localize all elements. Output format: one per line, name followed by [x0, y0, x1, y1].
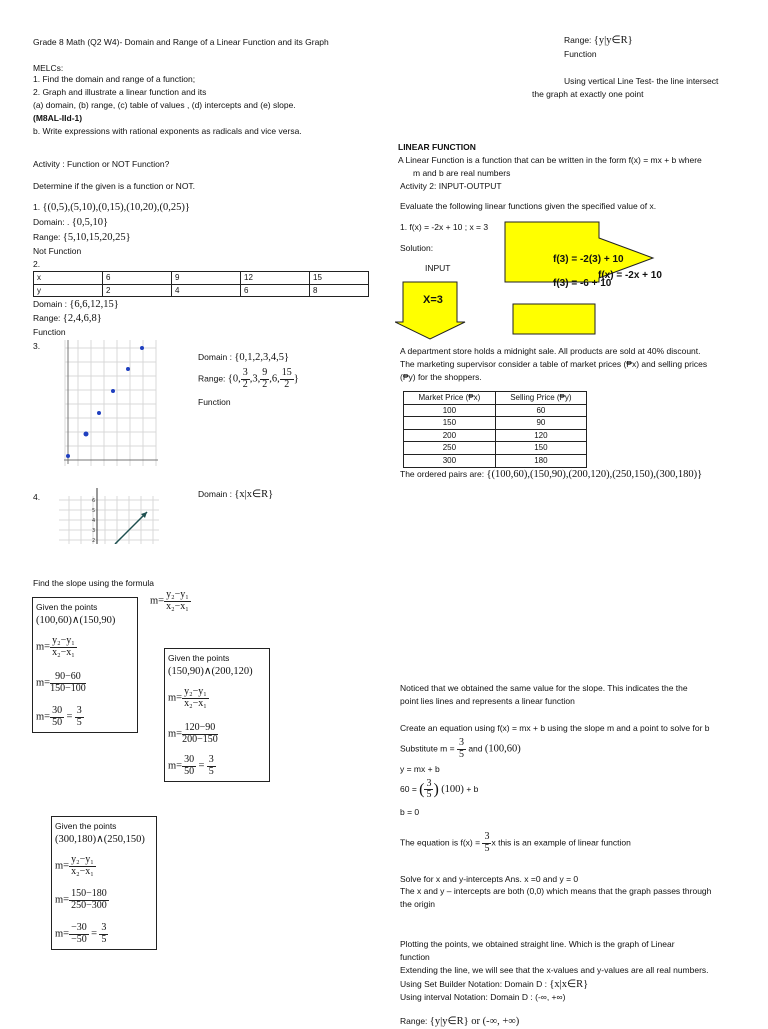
input-value: X=3 [423, 294, 443, 306]
substitution-row [55, 889, 109, 911]
item-4-domain [198, 487, 273, 502]
domain-label: Domain : [198, 352, 233, 362]
numerator: y₂−y₁ [52, 635, 75, 646]
range-label: Range: [33, 313, 61, 323]
table-cell: 120 [495, 429, 586, 442]
fraction [182, 723, 218, 745]
numerator: y₂−y₁ [71, 854, 94, 865]
y-ticks [92, 498, 95, 544]
evaluation-step-2: f(3) = -6 + 10 [553, 278, 612, 289]
notice-1: Noticed that we obtained the same value for the slope. This indicates the the [400, 683, 688, 693]
domain-value: {x|x∈R} [234, 489, 274, 500]
item-1-number: 1. [33, 202, 41, 212]
numerator: 3 [242, 367, 248, 378]
open-paren: ( [419, 781, 425, 798]
melcs-label: MELCs: [33, 63, 64, 73]
sale-text-1: A department store holds a midnight sale. All products are sold at 40% discount. [400, 346, 701, 356]
m-label: m= [168, 692, 183, 704]
range-value: {y|y∈R} or (-∞, +∞) [429, 1016, 520, 1027]
lhs: 60 = [400, 783, 417, 794]
table-cell: 90 [495, 417, 586, 430]
table-row [404, 404, 587, 417]
m-label: m= [55, 860, 70, 872]
fraction [50, 672, 86, 694]
fraction [75, 706, 84, 728]
slope-box-2 [164, 648, 270, 782]
points: (150,90)∧(200,120) [168, 666, 253, 677]
table-cell: 4 [172, 284, 241, 297]
svg-text:6: 6 [92, 498, 96, 504]
table-cell: 6 [241, 284, 310, 297]
point-a [66, 454, 70, 458]
range-bottom [400, 1014, 519, 1029]
m-label: m= [36, 711, 51, 723]
fraction [164, 590, 191, 612]
denominator: 5 [426, 789, 432, 801]
item-2-number: 2. [33, 259, 41, 269]
range-label: Range: [400, 1016, 428, 1026]
plotting-1: Plotting the points, we obtained straight line. Which is the graph of Linear [400, 939, 675, 949]
item-1-range [33, 230, 131, 245]
denominator: 50 [52, 716, 63, 728]
item-3-range [198, 368, 299, 390]
create-equation: Create an equation using f(x) = mx + b using the slope m and a point to solve for b [400, 723, 710, 733]
svg-text:4: 4 [92, 518, 96, 524]
fraction [69, 889, 109, 911]
melc-code: (M8AL-IId-1) [33, 113, 83, 123]
svg-text:3: 3 [92, 528, 96, 534]
slope-heading: Find the slope using the formula [33, 578, 154, 588]
denominator: 5 [101, 933, 107, 945]
slope-box-1 [32, 597, 138, 733]
range-top [564, 33, 633, 48]
problem-1: 1. f(x) = -2x + 10 ; x = 3 [400, 222, 489, 232]
substitute-label: Substitute m = [400, 743, 455, 754]
instruction: Determine if the given is a function or NOT. [33, 181, 196, 191]
sale-text-3: (₱y) for the shoppers. [400, 372, 482, 382]
set-builder-value: {x|x∈R} [549, 979, 589, 990]
result-row [36, 706, 84, 728]
fraction [182, 687, 209, 709]
numerator: 120−90 [182, 723, 218, 735]
range-label: Range: [33, 232, 61, 242]
set-builder [400, 977, 588, 992]
b-value: b = 0 [400, 807, 420, 817]
numerator: 3 [484, 831, 490, 842]
table-row [404, 429, 587, 442]
activity-1-heading: Activity : Function or NOT Function? [33, 159, 170, 169]
range-value: {5,10,15,20,25} [62, 232, 131, 243]
melc-3: b. Write expressions with rational exponents as radicals and vice versa. [33, 126, 302, 136]
and-label: and [468, 743, 483, 754]
given-label: Given the points [55, 821, 117, 831]
domain-label: Domain: . [33, 217, 70, 227]
vertical-line-test-2: the graph at exactly one point [532, 89, 644, 99]
evaluate-instruction: Evaluate the following linear functions given the specified value of x. [400, 201, 657, 211]
numerator: 30 [184, 754, 195, 765]
table-cell: x [34, 272, 103, 285]
table-row [34, 284, 369, 297]
table-cell: 6 [103, 272, 172, 285]
intercepts-2: The x and y – intercepts are both (0,0) which means that the graph passes through [400, 886, 712, 896]
svg-text:5: 5 [92, 508, 96, 514]
formula-row [168, 687, 209, 709]
xy-table [33, 271, 369, 297]
range-close: } [293, 373, 299, 385]
formula-row [36, 636, 77, 658]
range-mid: ,3, [249, 373, 261, 385]
table-cell: 150 [404, 417, 496, 430]
table-cell: 9 [172, 272, 241, 285]
point-f [140, 346, 144, 350]
intercepts-3: the origin [400, 899, 435, 909]
substitution-row [36, 672, 86, 694]
substitution-equation [400, 778, 478, 801]
fraction [50, 706, 64, 728]
given-label: Given the points [36, 602, 98, 612]
range-label: Range: [564, 35, 592, 45]
result-row [168, 755, 216, 777]
numerator: 150−180 [71, 888, 107, 899]
point-c [97, 411, 101, 415]
equals: = [198, 760, 205, 772]
fraction [241, 368, 250, 390]
table-cell: 180 [495, 454, 586, 467]
m-label: m= [36, 677, 51, 689]
table-cell: 250 [404, 442, 496, 455]
table-row [404, 454, 587, 467]
slope-intercept-form: y = mx + b [400, 764, 440, 774]
input-arrow [395, 282, 465, 339]
denominator: x₂−x₁ [52, 646, 75, 658]
definition-1: A Linear Function is a function that can be written in the form f(x) = mx + b where [398, 155, 702, 165]
notice-2: point lies lines and represents a linear function [400, 696, 575, 706]
output-box [513, 304, 595, 334]
denominator: 2 [262, 378, 268, 390]
fraction [260, 368, 269, 390]
item-3-answer: Function [198, 397, 231, 407]
item-3-number: 3. [33, 341, 41, 351]
points: (100,60)∧(150,90) [36, 615, 116, 626]
slope-box-3 [51, 816, 157, 950]
ordered-pairs-value: {(100,60),(150,90),(200,120),(250,150),(300,180)} [486, 469, 703, 480]
point-d [111, 389, 115, 393]
equation-remark: x this is an example of linear function [491, 837, 631, 848]
item-2-domain [33, 297, 119, 312]
fraction [50, 636, 77, 658]
numerator: 3 [458, 737, 464, 748]
melc-2: 2. Graph and illustrate a linear function and its [33, 87, 207, 97]
table-cell: 60 [495, 404, 586, 417]
point-e [126, 367, 130, 371]
m-label: m= [150, 595, 165, 607]
item-2-range [33, 311, 102, 326]
extend-line: Extending the line, we will see that the x-values and y-values are all real numbers. [400, 965, 709, 975]
equals: = [66, 711, 73, 723]
m-label: m= [36, 641, 51, 653]
function-rule: f(x) = -2x + 10 [598, 270, 662, 281]
evaluation-step-1: f(3) = -2(3) + 10 [553, 254, 624, 265]
final-equation [400, 832, 631, 854]
m-label: m= [168, 760, 183, 772]
numerator: 9 [262, 367, 268, 378]
ordered-pairs-label: The ordered pairs are: [400, 469, 485, 479]
formula-row [55, 855, 96, 877]
denominator: 250−300 [71, 899, 107, 911]
page-title: Grade 8 Math (Q2 W4)- Domain and Range of a Linear Function and its Graph [33, 37, 329, 47]
table-row [404, 442, 587, 455]
range-label: Range: [198, 373, 226, 384]
line-graph [55, 486, 165, 544]
plotting-2: function [400, 952, 430, 962]
denominator: 150−100 [50, 682, 86, 694]
sale-text-2: The marketing supervisor consider a table of market prices (₱x) and selling prices [400, 359, 708, 369]
numerator: −30 [71, 922, 87, 933]
denominator: −50 [71, 933, 87, 945]
item-1-set: {(0,5),(5,10),(0,15),(10,20),(0,25)} [42, 202, 190, 213]
result-row [55, 923, 108, 945]
range-mid: ,6, [269, 373, 280, 385]
fraction [207, 755, 216, 777]
denominator: 5 [208, 765, 214, 777]
denominator: 5 [76, 716, 82, 728]
table-cell: 15 [310, 272, 369, 285]
table-cell: 200 [404, 429, 496, 442]
range-value: {y|y∈R} [593, 35, 633, 46]
numerator: 3 [208, 754, 214, 765]
denominator: 2 [284, 378, 290, 390]
substitution-row [168, 723, 218, 745]
m-label: m= [168, 728, 183, 740]
fraction [99, 923, 108, 945]
table-cell: 300 [404, 454, 496, 467]
svg-text:2: 2 [92, 538, 96, 544]
fraction [69, 855, 96, 877]
table-cell: 150 [495, 442, 586, 455]
equation-label: The equation is f(x) = [400, 837, 481, 848]
intercepts-1: Solve for x and y-intercepts Ans. x =0 and y = 0 [400, 874, 579, 884]
item-4-number: 4. [33, 492, 41, 502]
item-1 [33, 200, 190, 215]
solution-label: Solution: [400, 243, 434, 253]
m-label: m= [55, 928, 70, 940]
set-builder-label: Using Set Builder Notation: Domain D : [400, 979, 547, 989]
melc-2b: (a) domain, (b) range, (c) table of values , (d) intercepts and (e) slope. [33, 100, 296, 110]
numerator: 3 [76, 705, 82, 716]
range-open: {0, [227, 373, 241, 385]
item-1-domain [33, 215, 108, 230]
domain-value: {6,6,12,15} [69, 299, 119, 310]
domain-label: Domain : [198, 489, 233, 499]
given-label: Given the points [168, 653, 230, 663]
equals: = [91, 928, 98, 940]
m-label: m= [55, 894, 70, 906]
substitute-line [400, 738, 521, 760]
definition-2: m and b are real numbers [413, 168, 511, 178]
numerator: 30 [52, 705, 63, 716]
denominator: x₂−x₁ [166, 600, 189, 612]
numerator: y₂−y₁ [166, 589, 189, 600]
domain-label: Domain : [33, 299, 68, 309]
denominator: 200−150 [182, 733, 218, 745]
price-table [403, 391, 587, 468]
range-top-answer: Function [564, 49, 597, 59]
item-3-domain [198, 350, 289, 365]
table-row [34, 272, 369, 285]
numerator: 3 [101, 922, 107, 933]
numerator: 3 [426, 777, 432, 789]
denominator: 50 [184, 765, 195, 777]
plus-b: + b [466, 783, 479, 794]
points: (300,180)∧(250,150) [55, 834, 145, 845]
graph-grid [65, 340, 156, 466]
numerator: 90−60 [50, 672, 86, 684]
close-paren: ) [433, 781, 439, 798]
linear-function-heading: LINEAR FUNCTION [398, 142, 476, 152]
numerator: y₂−y₁ [184, 686, 207, 697]
table-row [404, 417, 587, 430]
vertical-line-test-1: Using vertical Line Test- the line intersect [564, 76, 719, 86]
denominator: x₂−x₁ [184, 697, 207, 709]
fraction [457, 738, 466, 760]
input-label: INPUT [425, 263, 451, 273]
denominator: 5 [458, 748, 464, 760]
item-1-answer: Not Function [33, 246, 82, 256]
graph-grid [59, 496, 159, 544]
point-b [84, 432, 89, 437]
domain-value: {0,5,10} [71, 217, 109, 228]
melc-1: 1. Find the domain and range of a function; [33, 74, 196, 84]
domain-value: {0,1,2,3,4,5} [234, 352, 290, 363]
denominator: 5 [484, 842, 490, 854]
ordered-pairs [400, 467, 702, 482]
item-2-answer: Function [33, 327, 66, 337]
function-line [115, 512, 147, 544]
table-header-row [404, 392, 587, 405]
denominator: 2 [242, 378, 248, 390]
table-cell: 8 [310, 284, 369, 297]
fraction [69, 923, 89, 945]
table-cell: 2 [103, 284, 172, 297]
fraction [182, 755, 196, 777]
denominator: x₂−x₁ [71, 865, 94, 877]
slope-formula [150, 590, 191, 612]
column-header: Selling Price (₱y) [495, 392, 586, 405]
table-cell: 12 [241, 272, 310, 285]
interval-notation: Using interval Notation: Domain D : (-∞, +∞) [400, 992, 566, 1002]
scatter-graph [60, 338, 160, 468]
table-cell: 100 [404, 404, 496, 417]
range-value: {2,4,6,8} [62, 313, 102, 324]
table-cell: y [34, 284, 103, 297]
activity-2-heading: Activity 2: INPUT-OUTPUT [400, 181, 502, 191]
column-header: Market Price (₱x) [404, 392, 496, 405]
fraction [280, 368, 294, 390]
point-x: (100) [441, 783, 464, 795]
point-value: (100,60) [484, 743, 521, 755]
numerator: 15 [281, 367, 292, 378]
